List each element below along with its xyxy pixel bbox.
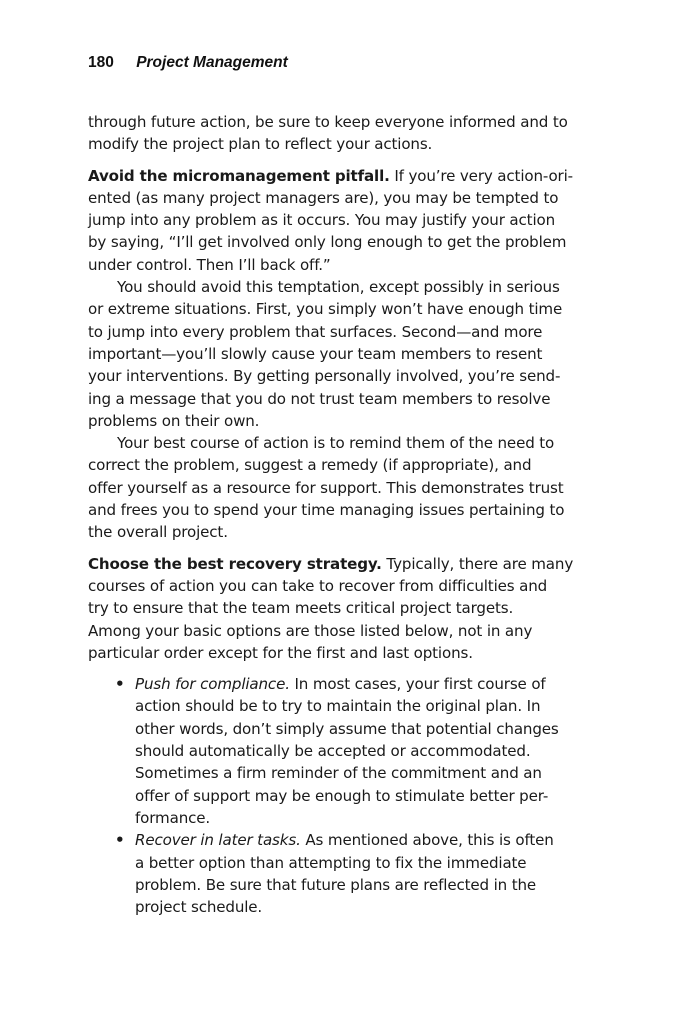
list-item: • Recover in later tasks. As mentioned above, this is often a better option than attempting to fix the immediate problem. Be sure that future plans are reflected in the project schedule. <box>115 831 554 917</box>
option-term: Recover in later tasks. <box>135 831 301 850</box>
option-term: Push for compliance. <box>135 675 290 694</box>
bullet-icon: • <box>115 831 125 850</box>
recovery-paragraph: Choose the best recovery strategy. Typically, there are many courses of action you can take to recover from difficulties and try to ensure that the team meets critical project targets. Among your basic options are those listed below, not in any particular order except for the first and last options. <box>88 554 574 662</box>
recovery-options-list <box>88 673 600 918</box>
temptation-paragraph: You should avoid this temptation, except possibly in serious or extreme situations. First, you simply won’t have enough time to jump into every problem that surfaces. Second—and more important—you’ll slowly cause your team members to resent your interventions. By getting personally involved, you’re send- ing a message that you do not trust team members to resolve problems on their own. <box>88 278 563 430</box>
page-number: 180 <box>88 54 114 71</box>
recovery-heading: Choose the best recovery strategy. <box>88 554 382 573</box>
continuation-paragraph: through future action, be sure to keep everyone informed and to modify the project plan to reflect your actions. <box>88 113 568 154</box>
bullet-icon: • <box>115 675 125 694</box>
list-item: • Push for compliance. In most cases, your first course of action should be to try to maintain the original plan. In other words, don’t simply assume that potential changes should automatically be accepted or accommodated. Sometimes a firm reminder of the commitment and an offer of support may be enough to stimulate better per- formance. <box>115 675 559 827</box>
micromanagement-paragraph: Avoid the micromanagement pitfall. If you’re very action-ori- ented (as many project managers are), you may be tempted to jump into any problem as it occurs. You may justify your action by saying, “I’ll get involved only long enough to get the problem under control. Then I’ll back off.” <box>88 166 573 274</box>
running-head <box>88 54 288 72</box>
best-course-paragraph: Your best course of action is to remind them of the need to correct the problem, suggest a remedy (if appropriate), and offer yourself as a resource for support. This demonstrates trust and frees you to spend your time managing issues pertaining to the overall project. <box>88 434 565 542</box>
book-title: Project Management <box>136 54 288 71</box>
micromanagement-heading: Avoid the micromanagement pitfall. <box>88 166 390 185</box>
page-body <box>88 111 600 918</box>
